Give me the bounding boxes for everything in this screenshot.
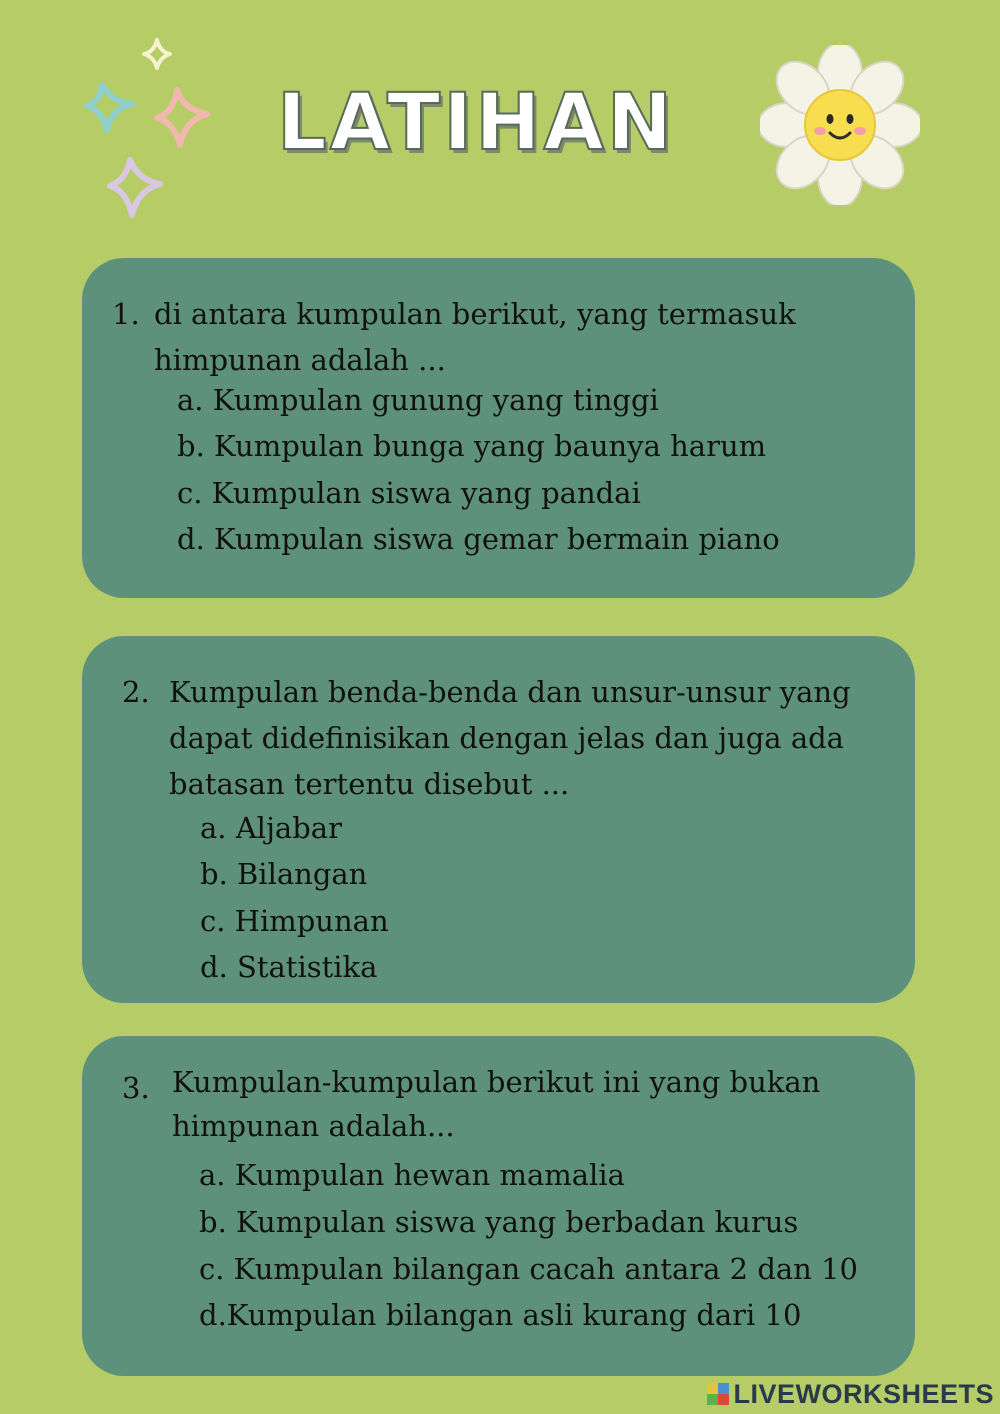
watermark-text: LIVEWORKSHEETS xyxy=(733,1378,994,1409)
answer-option[interactable]: a. Kumpulan hewan mamalia xyxy=(199,1158,625,1192)
answer-option[interactable]: c. Kumpulan siswa yang pandai xyxy=(177,476,641,510)
page-title: LATIHAN xyxy=(277,78,676,168)
question-number: 2. xyxy=(122,675,150,709)
question-text-line: himpunan adalah... xyxy=(172,1109,455,1143)
question-text-line: himpunan adalah ... xyxy=(154,343,446,377)
question-text-line: dapat didefinisikan dengan jelas dan juga ada xyxy=(169,721,844,755)
liveworksheets-logo-icon xyxy=(707,1383,729,1405)
answer-option[interactable]: d.Kumpulan bilangan asli kurang dari 10 xyxy=(199,1298,802,1332)
question-text-line: di antara kumpulan berikut, yang termasuk xyxy=(154,297,796,331)
question-text-line: batasan tertentu disebut ... xyxy=(169,767,570,801)
answer-option[interactable]: c. Kumpulan bilangan cacah antara 2 dan 10 xyxy=(199,1252,858,1286)
question-card-3 xyxy=(82,1036,915,1376)
question-text-line: Kumpulan-kumpulan berikut ini yang bukan xyxy=(172,1065,821,1099)
sparkle-icon xyxy=(144,40,170,68)
sparkle-icon xyxy=(157,90,207,145)
answer-option[interactable]: a. Aljabar xyxy=(200,811,342,845)
answer-option[interactable]: d. Statistika xyxy=(200,950,378,984)
question-number: 3. xyxy=(122,1071,150,1105)
answer-option[interactable]: a. Kumpulan gunung yang tinggi xyxy=(177,383,659,417)
answer-option[interactable]: b. Kumpulan bunga yang baunya harum xyxy=(177,429,767,463)
answer-option[interactable]: c. Himpunan xyxy=(200,904,389,938)
answer-option[interactable]: b. Bilangan xyxy=(200,857,368,891)
answer-option[interactable]: d. Kumpulan siswa gemar bermain piano xyxy=(177,522,780,556)
question-text-line: Kumpulan benda-benda dan unsur-unsur yang xyxy=(169,675,851,709)
sparkle-icon xyxy=(110,160,160,215)
answer-option[interactable]: b. Kumpulan siswa yang berbadan kurus xyxy=(199,1205,799,1239)
sparkles-decoration xyxy=(82,30,232,230)
question-card-1 xyxy=(82,258,915,598)
smiling-flower-icon xyxy=(760,45,920,205)
liveworksheets-watermark[interactable] xyxy=(707,1376,994,1412)
sparkle-icon xyxy=(87,85,132,130)
question-card-2 xyxy=(82,636,915,1003)
question-number: 1. xyxy=(112,297,140,331)
